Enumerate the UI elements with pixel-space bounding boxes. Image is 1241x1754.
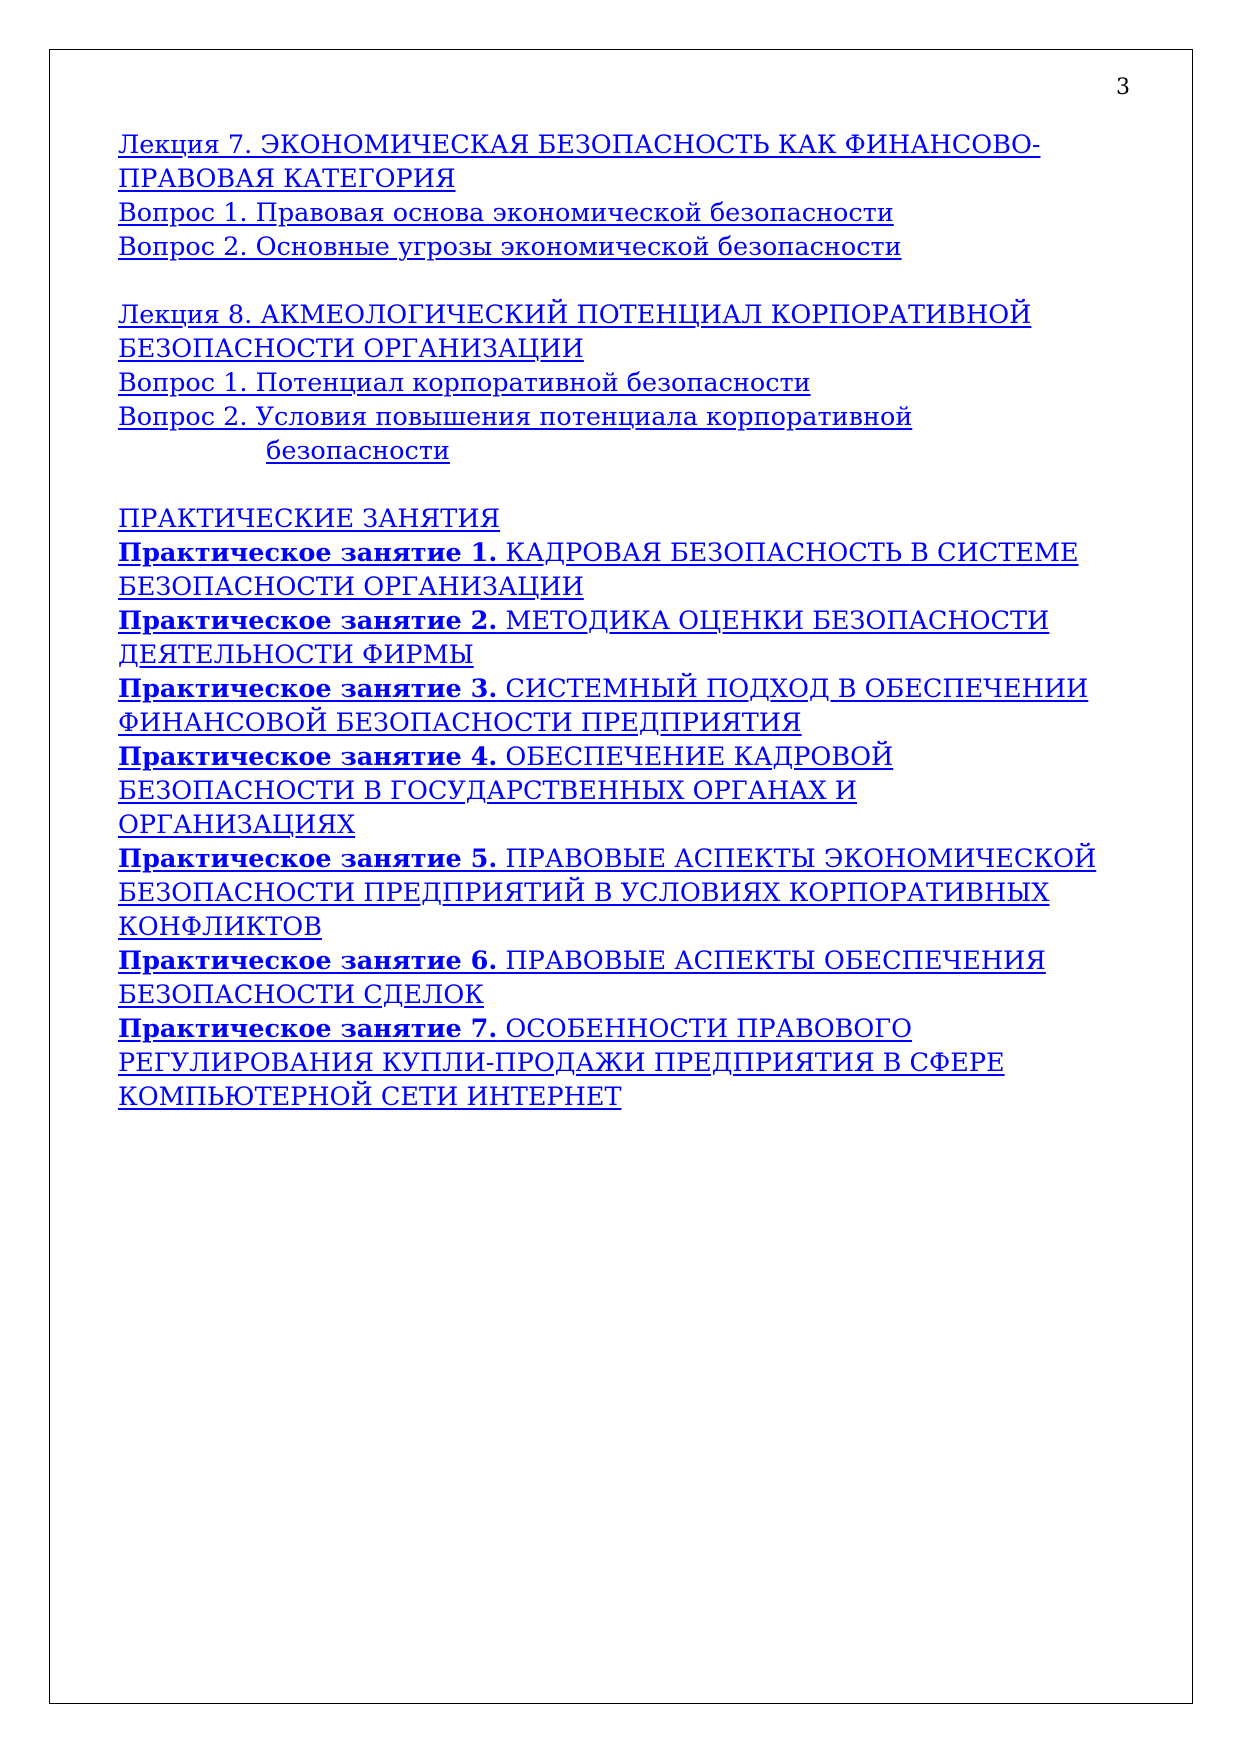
practical-1-label: Практическое занятие 1. (118, 538, 498, 568)
practical-5-label: Практическое занятие 5. (118, 844, 498, 874)
practical-4-label: Практическое занятие 4. (118, 742, 498, 772)
practical-1-line2: БЕЗОПАСНОСТИ ОРГАНИЗАЦИИ (118, 572, 584, 602)
practical-5-line3: КОНФЛИКТОВ (118, 912, 322, 942)
practical-7-line2: РЕГУЛИРОВАНИЯ КУПЛИ-ПРОДАЖИ ПРЕДПРИЯТИЯ В СФЕРЕ (118, 1048, 1005, 1078)
practical-5-line1: ПРАВОВЫЕ АСПЕКТЫ ЭКОНОМИЧЕСКОЙ (497, 844, 1097, 874)
practical-6-line1: ПРАВОВЫЕ АСПЕКТЫ ОБЕСПЕЧЕНИЯ (497, 946, 1046, 976)
lecture-8-title-line2: БЕЗОПАСНОСТИ ОРГАНИЗАЦИИ (118, 334, 584, 364)
practical-5-line2: БЕЗОПАСНОСТИ ПРЕДПРИЯТИЙ В УСЛОВИЯХ КОРПОРАТИВНЫХ (118, 878, 1050, 908)
practical-2-line1: МЕТОДИКА ОЦЕНКИ БЕЗОПАСНОСТИ (497, 606, 1050, 636)
toc-link-practical-3[interactable] (118, 672, 1128, 740)
toc-link-practical-4[interactable] (118, 740, 1128, 842)
toc-link-practical-2[interactable] (118, 604, 1128, 672)
practical-2-label: Практическое занятие 2. (118, 606, 498, 636)
lecture-7-title-line1: Лекция 7. ЭКОНОМИЧЕСКАЯ БЕЗОПАСНОСТЬ КАК ФИНАНСОВО- (118, 130, 1041, 160)
spacer (118, 264, 1128, 298)
toc-link-practical-6[interactable] (118, 944, 1128, 1012)
practical-6-line2: БЕЗОПАСНОСТИ СДЕЛОК (118, 980, 484, 1010)
spacer (118, 468, 1128, 502)
practical-4-line3: ОРГАНИЗАЦИЯХ (118, 810, 356, 840)
toc-link-practical-7[interactable] (118, 1012, 1128, 1114)
practical-3-label: Практическое занятие 3. (118, 674, 498, 704)
practical-4-line1: ОБЕСПЕЧЕНИЕ КАДРОВОЙ (497, 742, 894, 772)
practical-1-line1: КАДРОВАЯ БЕЗОПАСНОСТЬ В СИСТЕМЕ (497, 538, 1079, 568)
practical-2-line2: ДЕЯТЕЛЬНОСТИ ФИРМЫ (118, 640, 474, 670)
lecture-8-title-line1: Лекция 8. АКМЕОЛОГИЧЕСКИЙ ПОТЕНЦИАЛ КОРПОРАТИВНОЙ (118, 300, 1032, 330)
practical-4-line2: БЕЗОПАСНОСТИ В ГОСУДАРСТВЕННЫХ ОРГАНАХ И (118, 776, 857, 806)
toc-link-lecture-7-question-2[interactable]: Вопрос 2. Основные угрозы экономической безопасности (118, 232, 902, 262)
toc-link-lecture-7[interactable] (118, 128, 1128, 196)
lecture-7-title-line2: ПРАВОВАЯ КАТЕГОРИЯ (118, 164, 456, 194)
page-number: 3 (1116, 75, 1130, 100)
lecture-8-question-2-line2: безопасности (266, 436, 450, 466)
toc-link-practical-1[interactable] (118, 536, 1128, 604)
toc-link-lecture-7-question-1[interactable]: Вопрос 1. Правовая основа экономической безопасности (118, 198, 894, 228)
practical-3-line2: ФИНАНСОВОЙ БЕЗОПАСНОСТИ ПРЕДПРИЯТИЯ (118, 708, 802, 738)
practical-3-line1: СИСТЕМНЫЙ ПОДХОД В ОБЕСПЕЧЕНИИ (497, 674, 1089, 704)
toc-link-lecture-8[interactable] (118, 298, 1128, 366)
practical-6-label: Практическое занятие 6. (118, 946, 498, 976)
practical-7-line1: ОСОБЕННОСТИ ПРАВОВОГО (497, 1014, 913, 1044)
toc-link-lecture-8-question-2[interactable] (118, 400, 1128, 468)
toc-link-lecture-8-question-1[interactable]: Вопрос 1. Потенциал корпоративной безопасности (118, 368, 811, 398)
practical-7-label: Практическое занятие 7. (118, 1014, 498, 1044)
toc-link-practical-heading[interactable]: ПРАКТИЧЕСКИЕ ЗАНЯТИЯ (118, 504, 501, 534)
toc-link-practical-5[interactable] (118, 842, 1128, 944)
practical-7-line3: КОМПЬЮТЕРНОЙ СЕТИ ИНТЕРНЕТ (118, 1082, 622, 1112)
table-of-contents (118, 128, 1128, 1114)
lecture-8-question-2-line1: Вопрос 2. Условия повышения потенциала корпоративной (118, 402, 913, 432)
